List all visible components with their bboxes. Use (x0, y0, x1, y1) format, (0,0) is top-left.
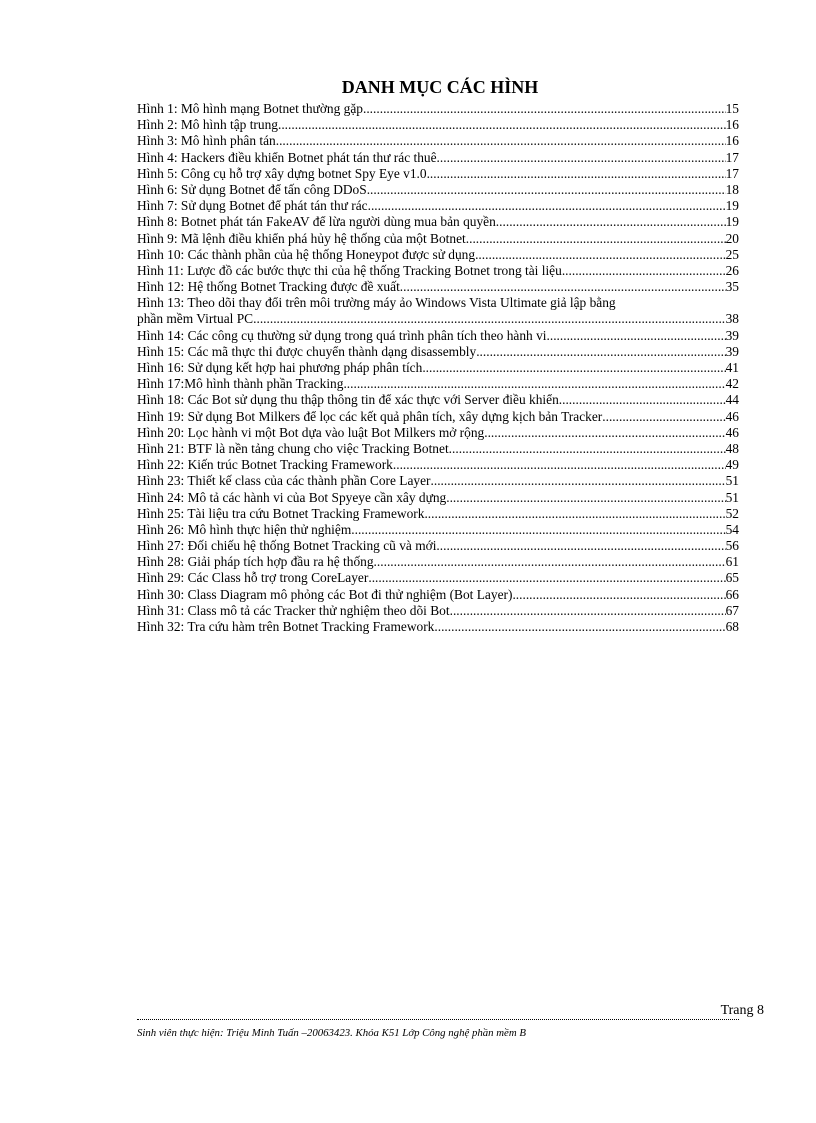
figure-entry[interactable] (137, 231, 739, 247)
figure-entry-text: Hình 3: Mô hình phân tán (137, 133, 276, 149)
dot-leader (400, 279, 726, 295)
figure-entry[interactable] (137, 554, 739, 570)
figure-entry-page: 19 (725, 214, 739, 230)
figure-entry-text: Hình 17:Mô hình thành phần Tracking (137, 376, 344, 392)
figure-entry-page: 48 (725, 440, 739, 456)
dot-leader (374, 554, 726, 570)
figure-list (137, 101, 739, 635)
figure-entry-page: 16 (725, 133, 739, 149)
figure-entry[interactable] (137, 247, 739, 263)
figure-entry-page: 18 (725, 181, 739, 197)
figure-entry-text: Hình 30: Class Diagram mô phỏng các Bot đi thử nghiệm (Bot Layer) (137, 586, 513, 602)
dot-leader (449, 441, 726, 457)
figure-entry-page: 52 (725, 505, 739, 521)
figure-entry-text: Hình 18: Các Bot sử dụng thu thập thông tin để xác thực với Server điều khiển (137, 392, 559, 408)
figure-entry-page: 25 (725, 246, 739, 262)
dot-leader (256, 311, 725, 327)
dot-leader (496, 214, 726, 230)
figure-entry[interactable] (137, 473, 739, 489)
figure-entry[interactable] (137, 133, 739, 149)
figure-entry-text: Hình 23: Thiết kế class của các thành phần Core Layer (137, 473, 431, 489)
dot-leader (368, 198, 726, 214)
dot-leader (475, 247, 726, 263)
figure-entry[interactable] (137, 603, 739, 619)
figure-entry[interactable] (137, 441, 739, 457)
figure-entry-text: Hình 6: Sử dụng Botnet để tấn công DDoS (137, 181, 367, 197)
page-number: Trang 8 (720, 1003, 764, 1018)
figure-entry-text: Hình 26: Mô hình thực hiện thử nghiệm (137, 521, 352, 537)
figure-entry[interactable] (137, 101, 739, 117)
figure-entry-text: Hình 7: Sử dụng Botnet để phát tán thư rác (137, 198, 368, 214)
figure-entry-text: Hình 28: Giải pháp tích hợp đầu ra hệ thống (137, 554, 374, 570)
dot-leader (424, 506, 725, 522)
figure-entry[interactable] (137, 150, 739, 166)
figure-entry-text: Hình 9: Mã lệnh điều khiển phá hủy hệ thống của một Botnet (137, 230, 466, 246)
figure-entry-text: Hình 19: Sử dụng Bot Milkers để lọc các kết quả phân tích, xây dựng kịch bản Tracker (137, 408, 603, 424)
dot-leader (559, 392, 726, 408)
figure-entry[interactable] (137, 538, 739, 554)
figure-entry[interactable] (137, 425, 739, 441)
figure-entry-text: Hình 14: Các công cụ thường sử dụng trong quá trình phân tích theo hành vi (137, 327, 547, 343)
figure-entry-page: 17 (725, 149, 739, 165)
figure-entry-text: Hình 10: Các thành phần của hệ thống Honeypot được sử dụng (137, 246, 476, 262)
figure-entry-text: Hình 13: Theo dõi thay đổi trên môi trường máy ảo Windows Vista Ultimate giả lập bằng (137, 295, 616, 311)
figure-entry[interactable] (137, 279, 739, 295)
figure-entry-text: Hình 22: Kiến trúc Botnet Tracking Framework (137, 457, 393, 473)
dot-leader (602, 409, 725, 425)
figure-entry-page: 41 (725, 360, 739, 375)
dot-leader (476, 344, 725, 360)
figure-entry[interactable] (137, 360, 739, 376)
figure-entry-text: Hình 20: Lọc hành vi một Bot dựa vào luật Bot Milkers mở rộng (137, 424, 485, 440)
figure-entry-text: Hình 24: Mô tả các hành vi của Bot Spyeye cần xây dựng (137, 489, 447, 505)
figure-entry-text: Hình 16: Sử dụng kết hợp hai phương pháp phân tích (137, 360, 423, 375)
figure-entry-text-continued: phần mềm Virtual PC. (137, 311, 257, 327)
figure-entry-page: 44 (725, 392, 739, 408)
figure-entry[interactable] (137, 166, 739, 182)
figure-entry-line2 (137, 311, 739, 327)
figure-entry-page: 39 (725, 343, 739, 359)
figure-entry-page: 61 (725, 554, 739, 570)
dot-leader (278, 117, 726, 133)
dot-leader (562, 263, 726, 279)
figure-entry-page: 20 (725, 230, 739, 246)
figure-entry[interactable] (137, 376, 739, 392)
dot-leader (276, 133, 726, 149)
figure-entry[interactable] (137, 198, 739, 214)
figure-entry-page: 51 (725, 473, 739, 489)
figure-entry-page: 66 (725, 586, 739, 602)
figure-entry-text: Hình 1: Mô hình mạng Botnet thường gặp (137, 101, 363, 116)
dot-leader (367, 182, 726, 198)
figure-entry-page: 39 (725, 327, 739, 343)
dot-leader (343, 376, 725, 392)
dot-leader (547, 328, 726, 344)
figure-entry-page: 56 (725, 538, 739, 554)
figure-entry-text: Hình 29: Các Class hỗ trợ trong CoreLayer (137, 570, 369, 586)
figure-entry-page: 17 (725, 165, 739, 181)
figure-entry-page: 67 (725, 602, 739, 618)
figure-entry[interactable] (137, 263, 739, 279)
figure-entry[interactable] (137, 117, 739, 133)
dot-leader (431, 473, 726, 489)
figure-entry[interactable] (137, 570, 739, 586)
figure-entry-text: Hình 15: Các mã thực thi được chuyển thành dạng disassembly (137, 343, 477, 359)
figure-entry-text: Hình 12: Hệ thống Botnet Tracking được đề xuất (137, 279, 400, 295)
figure-entry[interactable] (137, 295, 739, 327)
figure-entry[interactable] (137, 587, 739, 603)
page-title: DANH MỤC CÁC HÌNH (341, 77, 539, 97)
figure-entry[interactable] (137, 506, 739, 522)
figure-entry[interactable] (137, 522, 739, 538)
figure-entry-page: 38 (725, 311, 739, 327)
figure-entry-page: 19 (725, 198, 739, 214)
figure-entry-text: Hình 2: Mô hình tập trung (137, 117, 278, 133)
footer-author-line: Sinh viên thực hiện: Triệu Minh Tuấn –20063423. Khóa K51 Lớp Công nghệ phần mềm B (137, 1027, 526, 1039)
figure-entry-page: 35 (725, 279, 739, 295)
figure-entry[interactable] (137, 490, 739, 506)
dot-leader (436, 538, 725, 554)
figure-entry[interactable] (137, 457, 739, 473)
figure-entry-text: Hình 21: BTF là nền tảng chung cho việc Tracking Botnet (137, 440, 449, 456)
figure-entry-page: 54 (725, 521, 739, 537)
figure-entry[interactable] (137, 214, 739, 230)
figure-entry-text: Hình 27: Đối chiếu hệ thống Botnet Tracking cũ và mới (137, 538, 437, 554)
figure-entry-page: 46 (725, 424, 739, 440)
dot-leader (450, 603, 726, 619)
figure-entry[interactable] (137, 328, 739, 344)
figure-entry-text: Hình 31: Class mô tả các Tracker thử nghiệm theo dõi Bot (137, 602, 450, 618)
figure-entry-page: 65 (725, 570, 739, 586)
figure-entry-page: 51 (725, 489, 739, 505)
figure-entry-text: Hình 25: Tài liệu tra cứu Botnet Tracking Framework (137, 505, 425, 521)
figure-entry-page: 15 (725, 101, 739, 116)
dot-leader (484, 425, 725, 441)
figure-entry-page: 42 (725, 376, 739, 392)
figure-entry-page: 16 (725, 117, 739, 133)
dot-leader (427, 166, 726, 182)
footer-divider (137, 1019, 739, 1020)
figure-entry[interactable] (137, 392, 739, 408)
dot-leader (446, 490, 725, 506)
figure-entry-text: Hình 4: Hackers điều khiển Botnet phát tán thư rác thuê (137, 149, 437, 165)
dot-leader (351, 522, 725, 538)
figure-entry[interactable] (137, 409, 739, 425)
dot-leader (368, 570, 725, 586)
figure-entry-text: Hình 11: Lược đồ các bước thực thi của hệ thống Tracking Botnet trong tài liệu (137, 262, 562, 278)
dot-leader (466, 231, 726, 247)
dot-leader (363, 101, 726, 117)
figure-entry[interactable] (137, 182, 739, 198)
figure-entry[interactable] (137, 344, 739, 360)
dot-leader (434, 619, 725, 635)
dot-leader (437, 150, 726, 166)
figure-entry-text: Hình 32: Tra cứu hàm trên Botnet Tracking Framework (137, 619, 435, 634)
figure-entry[interactable] (137, 619, 739, 635)
dot-leader (512, 587, 725, 603)
figure-entry-text: Hình 5: Công cụ hỗ trợ xây dựng botnet Spy Eye v1.0 (137, 165, 427, 181)
figure-entry-page: 68 (725, 619, 739, 634)
dot-leader (393, 457, 726, 473)
figure-entry-text: Hình 8: Botnet phát tán FakeAV để lừa người dùng mua bản quyền (137, 214, 496, 230)
dot-leader (422, 360, 725, 376)
figure-entry-page: 26 (725, 262, 739, 278)
figure-entry-page: 49 (725, 457, 739, 473)
figure-entry-page: 46 (725, 408, 739, 424)
